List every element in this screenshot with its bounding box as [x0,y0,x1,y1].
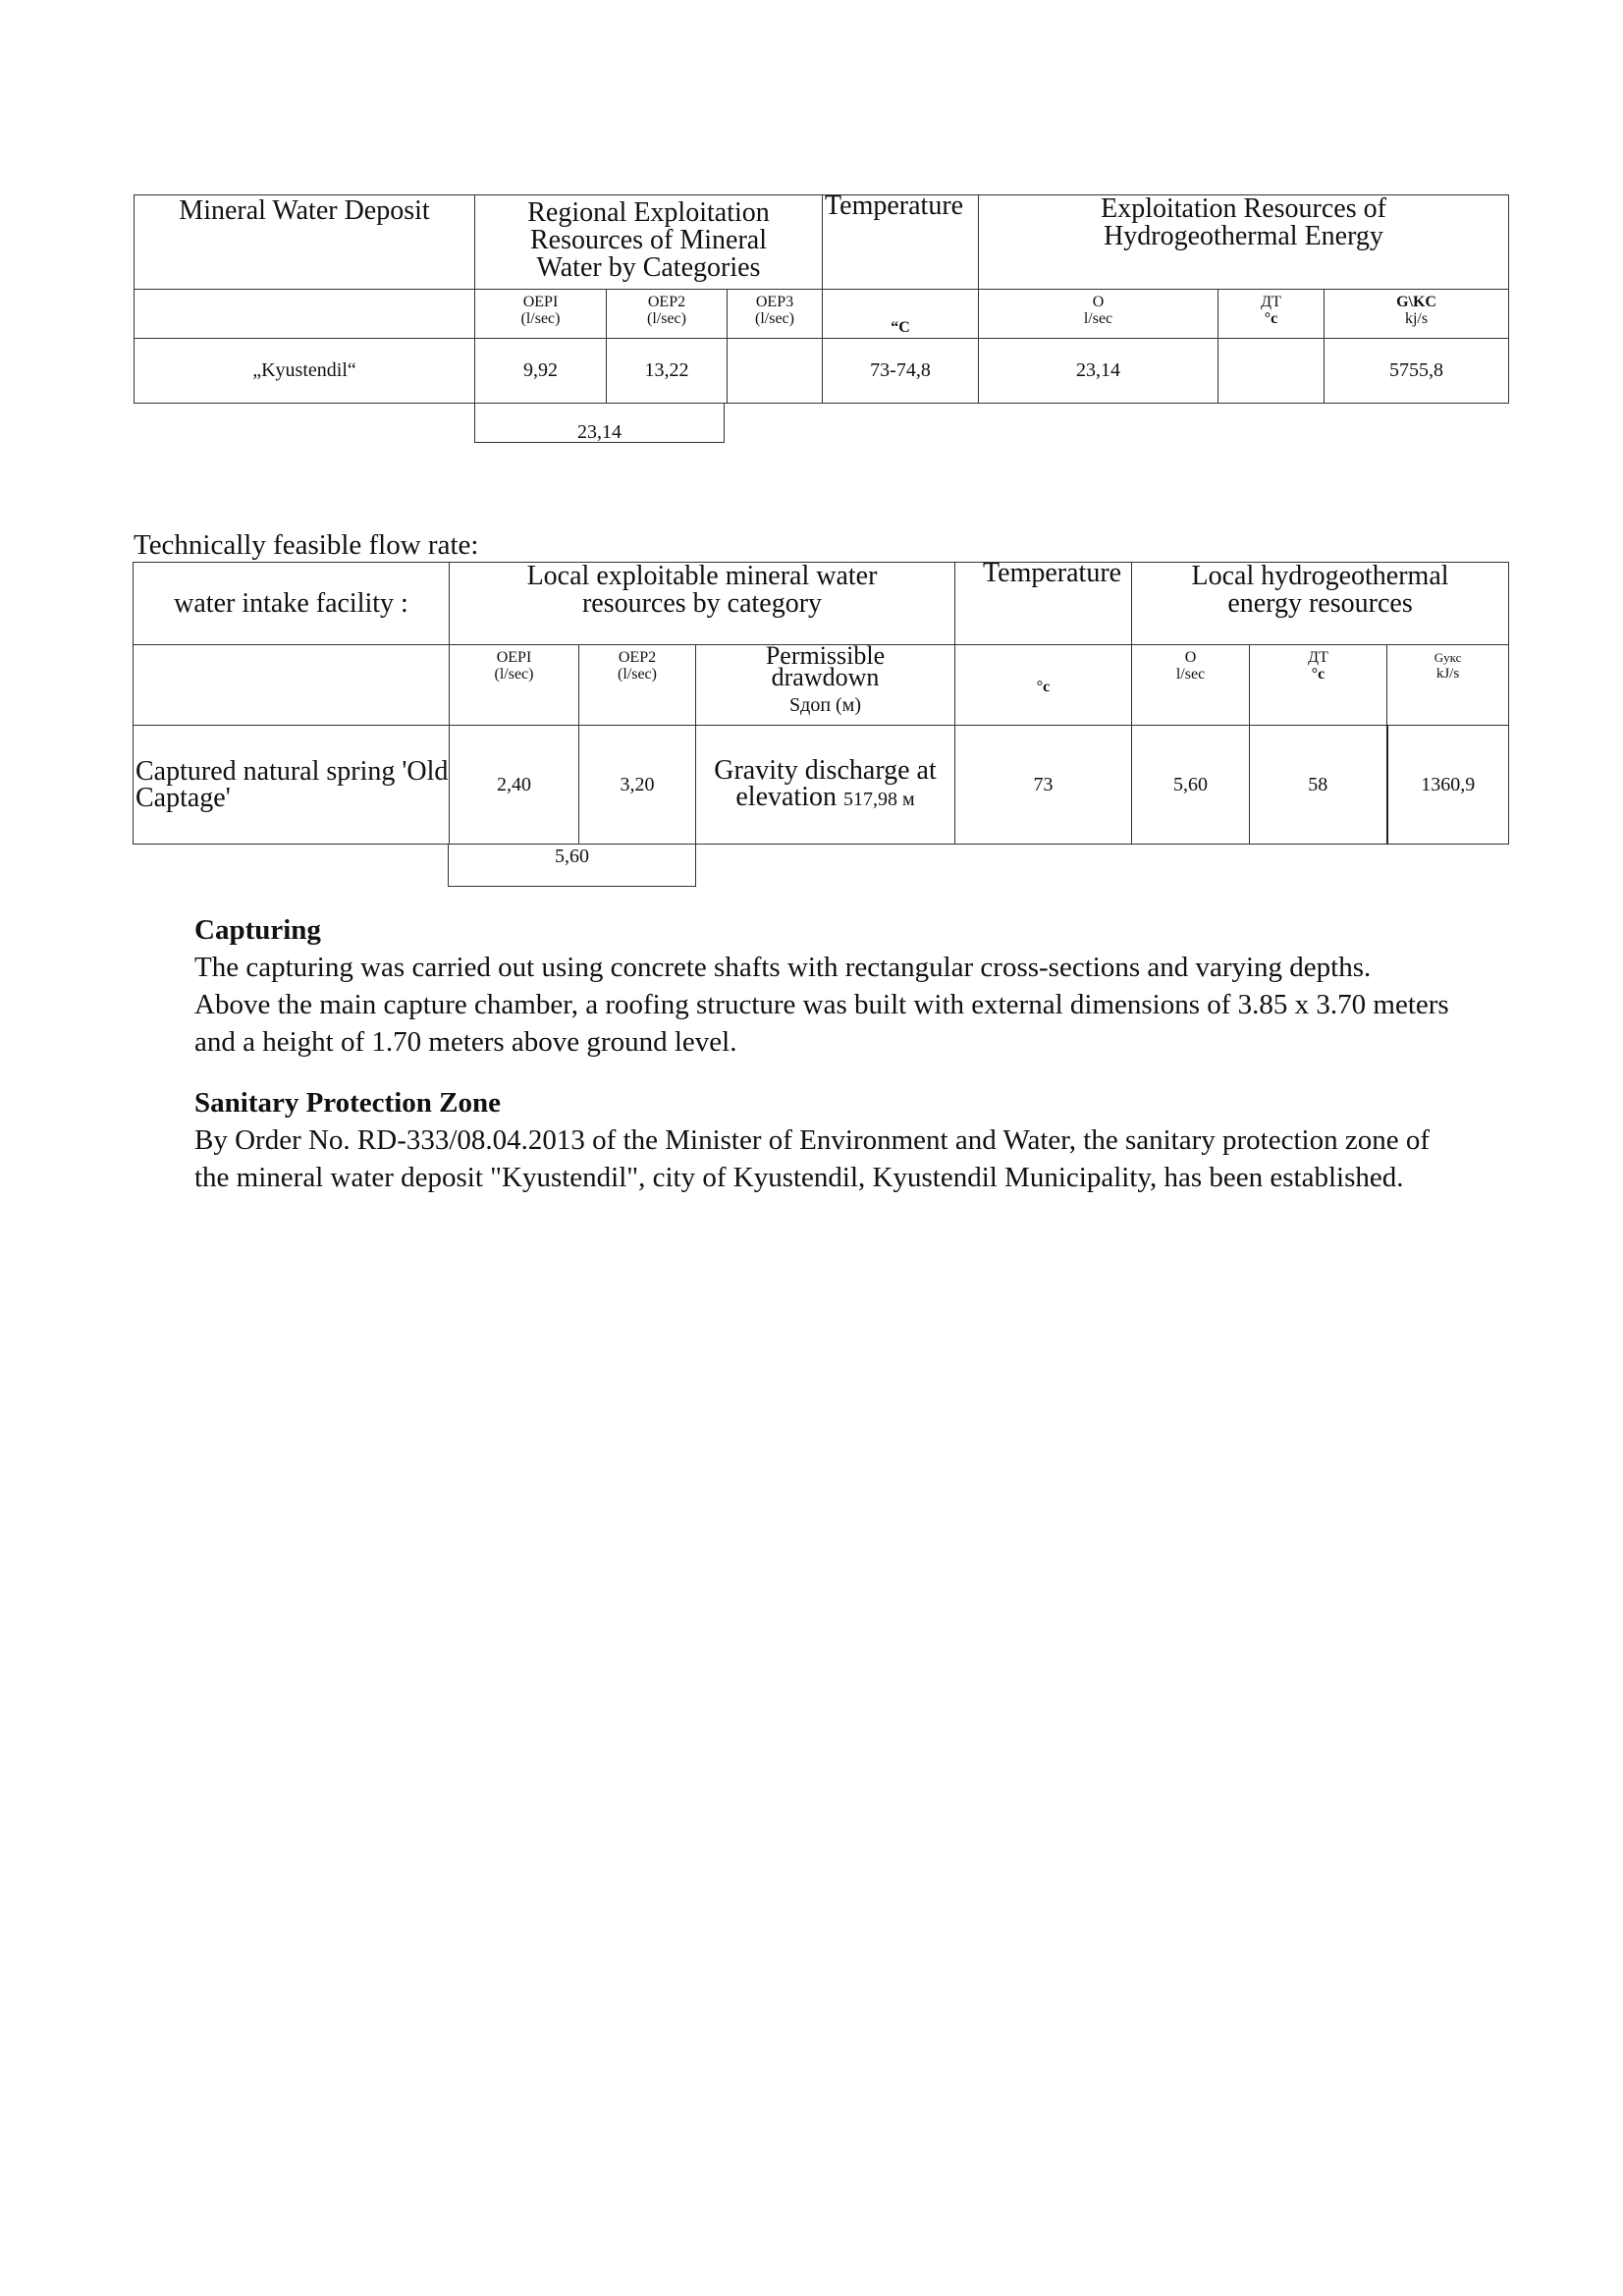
row-facility-name: Captured natural spring 'Old Captage' [134,726,450,845]
subheader-oep2: OEP2 (l/sec) [607,290,728,339]
subheader-q-2: O l/sec [1132,645,1250,726]
subheader-oep1: OEPI (l/sec) [475,290,607,339]
header-local: Local exploitable mineral water resources by category [450,563,955,645]
row-drawdown: Gravity discharge at elevation 517,98 м [696,726,955,845]
row-oep1-2: 2,40 [450,726,579,845]
subheader-empty-2 [134,645,450,726]
capturing-text: The capturing was carried out using concrete shafts with rectangular cross-sections and varying depths. Above the main capture chamber, a roofing structure was built with external dimensions of 3.85 x 3.70 meters and a height of 1.70 meters above ground level. [194,952,1449,1058]
subheader-temp-unit-2: °c [955,645,1132,726]
subheader-drawdown: Permissible drawdown Sдоп (м) [696,645,955,726]
row-oep2-2: 3,20 [579,726,696,845]
subheader-temp-unit: “C [823,290,979,339]
sanitary-section [194,1084,1451,1196]
capturing-section [194,911,1451,1061]
table-local-resources [133,562,1509,845]
row-q-2: 5,60 [1132,726,1250,845]
header-facility: water intake facility : [134,563,450,645]
subheader-dt: ДТ °c [1218,290,1325,339]
row-dt [1218,339,1325,404]
row-oep3 [728,339,823,404]
row-oep2: 13,22 [607,339,728,404]
subheader-oep1-2: OEPI (l/sec) [450,645,579,726]
row-g: 5755,8 [1325,339,1509,404]
row-temp-2: 73 [955,726,1132,845]
header-energy-2: Local hydrogeothermal energy resources [1132,563,1509,645]
sanitary-heading: Sanitary Protection Zone [194,1087,501,1119]
row-temp: 73-74,8 [823,339,979,404]
row-dt-2: 58 [1250,726,1387,845]
table1-sum: 23,14 [474,403,725,443]
row-oep1: 9,92 [475,339,607,404]
subheader-oep3: OEP3 (l/sec) [728,290,823,339]
subheader-g: G\KC kj/s [1325,290,1509,339]
sanitary-text: By Order No. RD-333/08.04.2013 of the Minister of Environment and Water, the sanitary protection zone of the mineral water deposit "Kyustendil", city of Kyustendil, Kyustendil Municipality, has been established. [194,1124,1430,1193]
header-energy: Exploitation Resources of Hydrogeothermal Energy [979,195,1509,290]
table-regional-resources [134,194,1509,404]
subheader-g-2: Gукс kJ/s [1387,645,1509,726]
header-temperature-2: Temperature [955,563,1132,645]
row-g-2: 1360,9 [1387,726,1509,845]
flow-rate-label: Technically feasible flow rate: [134,529,479,561]
table2-sum: 5,60 [448,844,696,887]
subheader-dt-2: ДТ °c [1250,645,1387,726]
capturing-heading: Capturing [194,914,321,946]
header-temperature: Temperature [823,195,979,290]
row-deposit-name: „Kyustendil“ [135,339,475,404]
header-regional: Regional Exploitation Resources of Mineral Water by Categories [475,195,823,290]
subheader-q: O l/sec [979,290,1218,339]
subheader-empty [135,290,475,339]
row-q: 23,14 [979,339,1218,404]
header-deposit: Mineral Water Deposit [135,195,475,290]
subheader-oep2-2: OEP2 (l/sec) [579,645,696,726]
